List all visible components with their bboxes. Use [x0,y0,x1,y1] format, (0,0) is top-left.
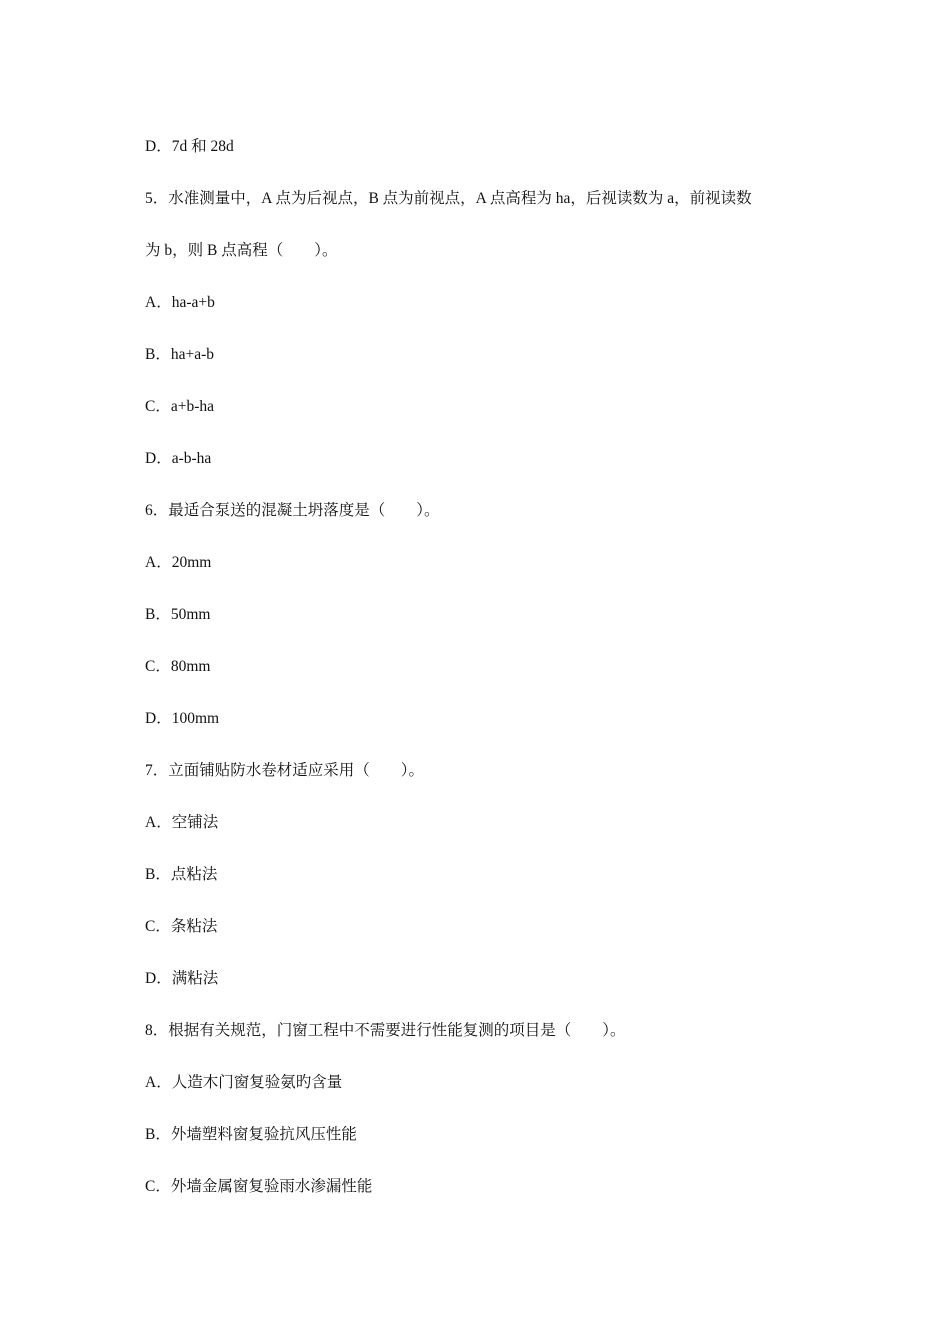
q5-option-b: B．ha+a-b [145,346,215,363]
q8-option-b: B．外墙塑料窗复验抗风压性能 [145,1126,357,1143]
q7-option-a: A．空铺法 [145,814,219,831]
q5-option-a: A．ha-a+b [145,294,215,311]
q7-stem: 7．立面铺贴防水卷材适应采用（ ）。 [145,762,425,779]
q5-stem-line2: 为 b，则 B 点高程（ ）。 [145,242,338,259]
q6-option-c: C．80mm [145,658,211,675]
q7-option-d: D．满粘法 [145,970,219,987]
q8-option-a: A．人造木门窗复验氨旳含量 [145,1074,343,1091]
q6-option-d: D．100mm [145,710,220,727]
q5-option-c: C．a+b-ha [145,398,215,415]
q6-option-a: A．20mm [145,554,212,571]
q6-option-b: B．50mm [145,606,211,623]
q5-stem-line1: 5．水准测量中，A 点为后视点，B 点为前视点，A 点高程为 ha，后视读数为 a，前视读数 [145,190,752,207]
document-body [145,121,815,1213]
q5-option-d: D．a-b-ha [145,450,212,467]
q8-stem: 8．根据有关规范，门窗工程中不需要进行性能复测的项目是（ ）。 [145,1022,626,1039]
q4-option-d: D．7d 和 28d [145,138,234,155]
q7-option-c: C．条粘法 [145,918,218,935]
q8-option-c: C．外墙金属窗复验雨水渗漏性能 [145,1178,373,1195]
q6-stem: 6．最适合泵送的混凝土坍落度是（ ）。 [145,502,440,519]
q7-option-b: B．点粘法 [145,866,218,883]
